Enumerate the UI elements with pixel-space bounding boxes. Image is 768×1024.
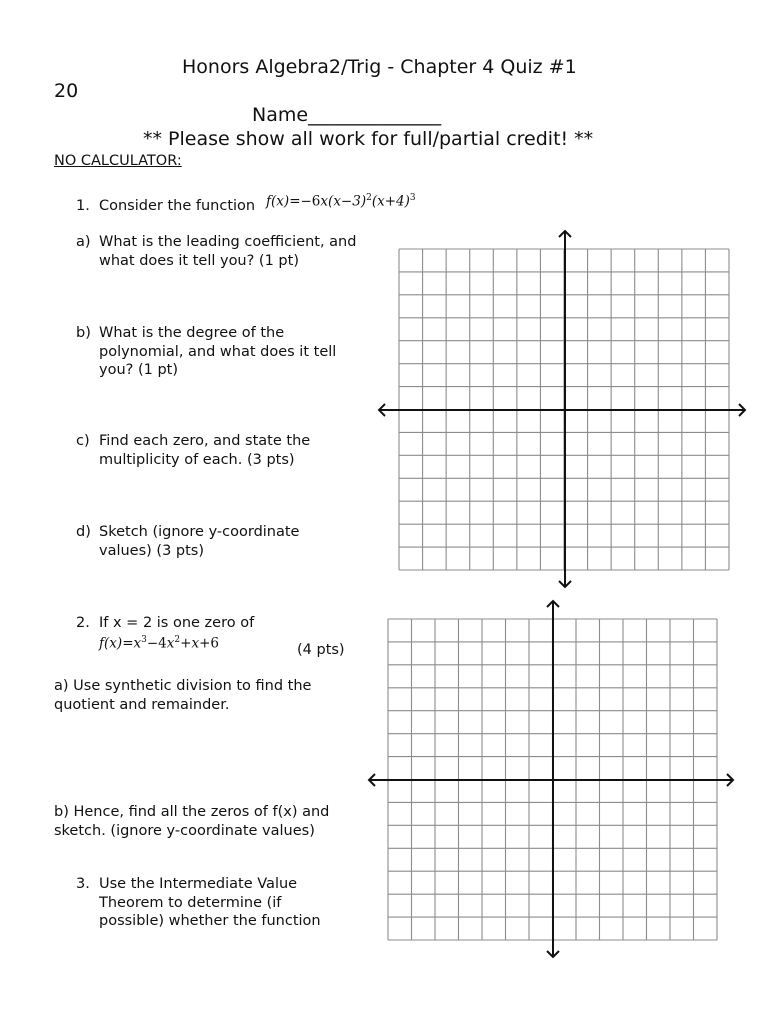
quiz-title: Honors Algebra2/Trig - Chapter 4 Quiz #1 xyxy=(182,56,577,78)
q2-function: $f(x)=x^3-4x^2+x+6$ xyxy=(99,635,219,652)
instructions: ** Please show all work for full/partial credit! ** xyxy=(143,128,594,150)
score-total: 20 xyxy=(54,80,79,102)
q2-prompt: If x = 2 is one zero of xyxy=(99,615,255,631)
name-blank: ______________ xyxy=(308,104,442,126)
q1c-marker: c) xyxy=(76,433,90,449)
q1-function: $f(x)=-6x(x-3)^2(x+4)^3$ xyxy=(266,193,416,210)
q3-text: Use the Intermediate Value Theorem to determine (if possible) whether the function xyxy=(99,876,321,929)
q1b-marker: b) xyxy=(76,325,91,341)
q2a-text: a) Use synthetic division to find the quotient and remainder. xyxy=(54,678,312,713)
q2b-text: b) Hence, find all the zeros of f(x) and sketch. (ignore y-coordinate values) xyxy=(54,804,330,839)
q1b-text: What is the degree of the polynomial, and what does it tell you? (1 pt) xyxy=(99,325,337,378)
q1d-text: Sketch (ignore y-coordinate values) (3 pts) xyxy=(99,524,300,559)
q2-number: 2. xyxy=(76,615,90,631)
q1-prompt: Consider the function xyxy=(99,198,256,214)
q1c-text: Find each zero, and state the multiplicity of each. (3 pts) xyxy=(99,433,311,468)
q1a-marker: a) xyxy=(76,234,91,250)
section-heading: NO CALCULATOR: xyxy=(54,153,182,169)
q3-number: 3. xyxy=(76,876,90,892)
q1-number: 1. xyxy=(76,198,90,214)
q1d-marker: d) xyxy=(76,524,91,540)
q2-points: (4 pts) xyxy=(297,642,345,658)
name-label: Name xyxy=(252,104,309,126)
q1a-text: What is the leading coefficient, and what does it tell you? (1 pt) xyxy=(99,234,357,269)
